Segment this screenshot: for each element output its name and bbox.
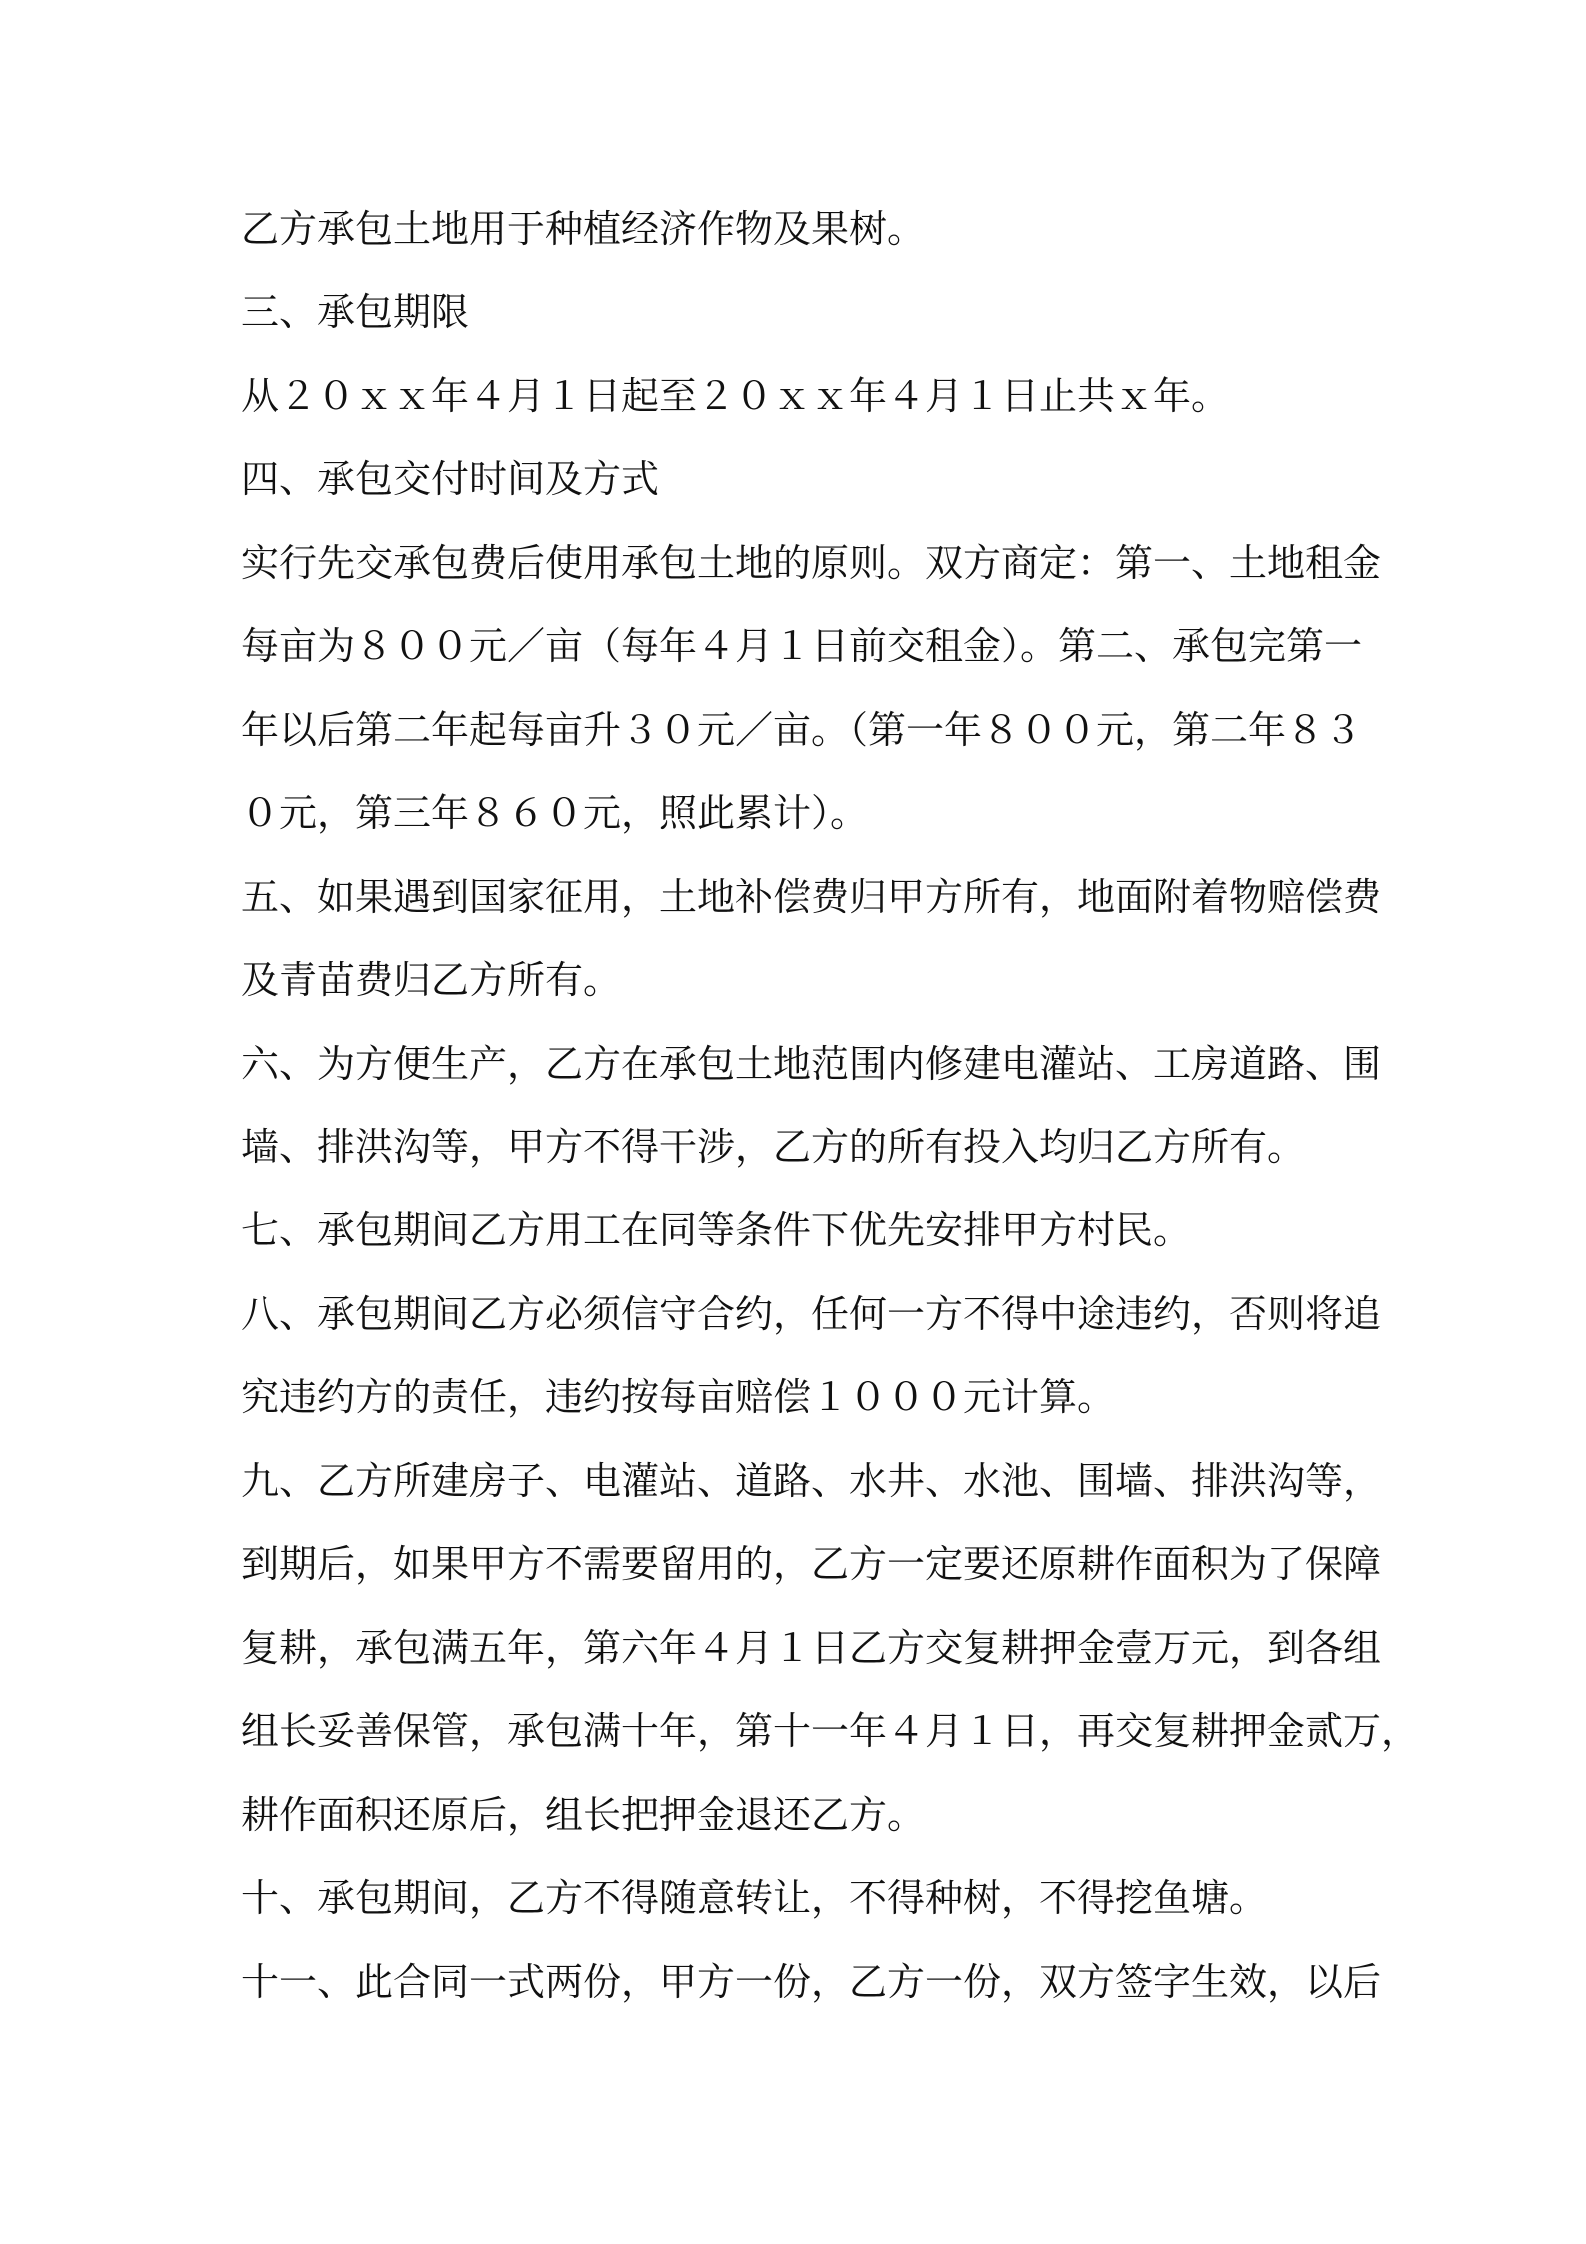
text-line: 墙、排洪沟等，甲方不得干涉，乙方的所有投入均归乙方所有。 bbox=[241, 1125, 1306, 1169]
text-line: ０元，第三年８６０元，照此累计）。 bbox=[241, 791, 869, 835]
text-line: 究违约方的责任，违约按每亩赔偿１０００元计算。 bbox=[241, 1375, 1116, 1419]
text-line: 到期后，如果甲方不需要留用的，乙方一定要还原耕作面积为了保障 bbox=[241, 1542, 1382, 1586]
text-line: 七、承包期间乙方用工在同等条件下优先安排甲方村民。 bbox=[241, 1208, 1192, 1252]
text-line: 每亩为８００元／亩（每年４月１日前交租金）。第二、承包完第一 bbox=[241, 624, 1363, 668]
text-line: 实行先交承包费后使用承包土地的原则。双方商定：第一、土地租金 bbox=[241, 541, 1382, 585]
text-line: 九、乙方所建房子、电灌站、道路、水井、水池、围墙、排洪沟等， bbox=[241, 1459, 1382, 1503]
text-line: 乙方承包土地用于种植经济作物及果树。 bbox=[241, 207, 926, 251]
text-line: 复耕，承包满五年，第六年４月１日乙方交复耕押金壹万元，到各组 bbox=[241, 1626, 1382, 1670]
section-heading: 四、承包交付时间及方式 bbox=[241, 457, 660, 501]
text-line: 六、为方便生产，乙方在承包土地范围内修建电灌站、工房道路、围 bbox=[241, 1042, 1382, 1086]
text-line: 五、如果遇到国家征用，土地补偿费归甲方所有，地面附着物赔偿费 bbox=[241, 875, 1382, 919]
text-line: 十、承包期间，乙方不得随意转让，不得种树，不得挖鱼塘。 bbox=[241, 1876, 1268, 1920]
text-line: 年以后第二年起每亩升３０元／亩。（第一年８００元，第二年８３ bbox=[241, 708, 1363, 752]
text-line: 八、承包期间乙方必须信守合约，任何一方不得中途违约，否则将追 bbox=[241, 1292, 1382, 1336]
text-line: 耕作面积还原后，组长把押金退还乙方。 bbox=[241, 1793, 926, 1837]
text-line: 及青苗费归乙方所有。 bbox=[241, 958, 622, 1002]
text-line: 从２０ｘｘ年４月１日起至２０ｘｘ年４月１日止共ｘ年。 bbox=[241, 374, 1230, 418]
section-heading: 三、承包期限 bbox=[241, 290, 470, 334]
text-line: 十一、此合同一式两份，甲方一份，乙方一份，双方签字生效，以后 bbox=[241, 1960, 1382, 2004]
text-line: 组长妥善保管，承包满十年，第十一年４月１日，再交复耕押金贰万， bbox=[241, 1709, 1420, 1753]
